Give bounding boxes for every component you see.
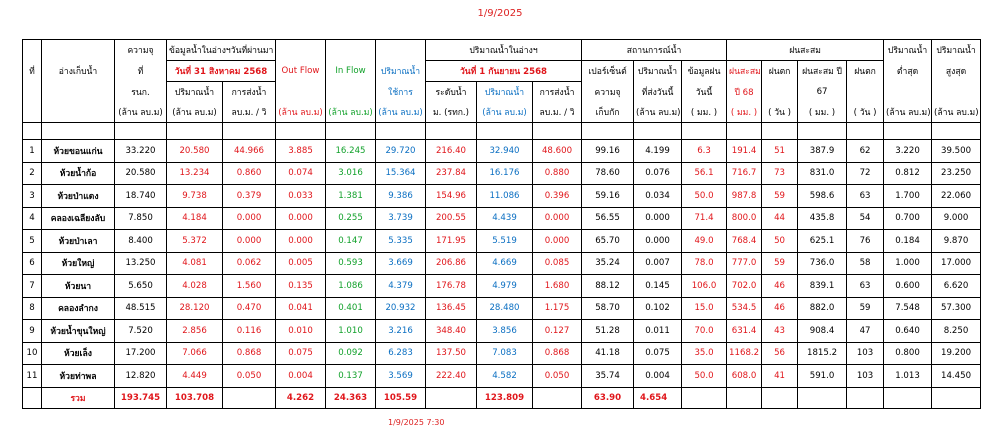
cell-usable: 5.335	[376, 230, 426, 253]
header-today-date: วันที่ 1 กันยายน 2568	[426, 61, 582, 82]
cell-min: 0.640	[884, 320, 932, 343]
cell-release: 0.050	[533, 365, 582, 388]
header-min-volume: ปริมาณน้ำ	[884, 40, 932, 61]
cell-days67: 63	[847, 185, 884, 208]
cell-outflow: 0.004	[276, 365, 326, 388]
cell-no: 10	[23, 342, 42, 365]
cell-y-release: 0.868	[223, 342, 276, 365]
cell-name: ห้วยป่าแดง	[42, 185, 115, 208]
cell-name: ห้วยเล็ง	[42, 342, 115, 365]
cell-name: คลองเฉลียงลับ	[42, 207, 115, 230]
cell-volume: 4.582	[477, 365, 533, 388]
cell-volume: 4.439	[477, 207, 533, 230]
cell-min: 3.220	[884, 140, 932, 163]
cell-rain68: 716.7	[727, 162, 762, 185]
cell-rain67: 387.9	[798, 140, 847, 163]
reservoir-table	[22, 39, 981, 409]
data-rows	[23, 140, 981, 388]
header-outflow: Out Flow	[276, 61, 326, 82]
cell-no: 11	[23, 365, 42, 388]
cell-percent: 58.70	[582, 297, 634, 320]
total-usable: 105.59	[376, 387, 426, 408]
cell-rain: 70.0	[682, 320, 727, 343]
cell-usable: 6.283	[376, 342, 426, 365]
cell-y-volume: 4.081	[167, 252, 223, 275]
cell-max: 22.060	[932, 185, 981, 208]
cell-usable: 9.386	[376, 185, 426, 208]
cell-days67: 76	[847, 230, 884, 253]
header-sent-today: ปริมาณน้ำ	[634, 61, 682, 82]
cell-y-volume: 28.120	[167, 297, 223, 320]
cell-name: ห้วยขอนแก่น	[42, 140, 115, 163]
total-percent: 63.90	[582, 387, 634, 408]
cell-outflow: 0.041	[276, 297, 326, 320]
cell-days67: 72	[847, 162, 884, 185]
cell-y-release: 44.966	[223, 140, 276, 163]
cell-outflow: 0.075	[276, 342, 326, 365]
cell-volume: 3.856	[477, 320, 533, 343]
cell-level: 137.50	[426, 342, 477, 365]
cell-usable: 3.216	[376, 320, 426, 343]
total-volume: 123.809	[477, 387, 533, 408]
cell-min: 0.600	[884, 275, 932, 298]
cell-min: 0.184	[884, 230, 932, 253]
report-date: 1/9/2025	[477, 8, 523, 19]
cell-capacity: 20.580	[115, 162, 167, 185]
cell-min: 0.800	[884, 342, 932, 365]
cell-rain67: 908.4	[798, 320, 847, 343]
totals-row	[23, 387, 981, 408]
header-today-group: ปริมาณน้ำในอ่างฯ	[426, 40, 582, 61]
cell-name: ห้วยใหญ่	[42, 252, 115, 275]
cell-outflow: 3.885	[276, 140, 326, 163]
cell-rain68: 702.0	[727, 275, 762, 298]
header-rain68: ฝนสะสม	[727, 61, 762, 82]
cell-no: 6	[23, 252, 42, 275]
table-row	[23, 342, 981, 365]
total-inflow: 24.363	[326, 387, 376, 408]
cell-rain: 15.0	[682, 297, 727, 320]
cell-rain67: 882.0	[798, 297, 847, 320]
cell-release: 0.880	[533, 162, 582, 185]
cell-percent: 41.18	[582, 342, 634, 365]
cell-days67: 103	[847, 365, 884, 388]
cell-capacity: 48.515	[115, 297, 167, 320]
cell-capacity: 8.400	[115, 230, 167, 253]
cell-level: 206.86	[426, 252, 477, 275]
cell-days67: 103	[847, 342, 884, 365]
cell-release: 0.085	[533, 252, 582, 275]
spacer-row	[23, 123, 981, 140]
cell-days68: 41	[762, 365, 798, 388]
cell-usable: 20.932	[376, 297, 426, 320]
cell-capacity: 12.820	[115, 365, 167, 388]
cell-inflow: 16.245	[326, 140, 376, 163]
cell-volume: 11.086	[477, 185, 533, 208]
cell-no: 7	[23, 275, 42, 298]
cell-rain: 71.4	[682, 207, 727, 230]
header-row-4: (ล้าน ลบ.ม) (ล้าน ลบ.ม) ลบ.ม. / วิ (ล้าน ลบ.ม) (ล้าน ลบ.ม) (ล้าน ลบ.ม) ม. (รทก.) (ล้าน ลบ.ม) ลบ.ม. / วิ เก็บกัก (ล้าน ลบ.ม) ( มม. ) ( มม. ) ( วัน ) ( มม. ) ( วัน ) (ล้าน ลบ.ม) (ล้าน ลบ.ม)	[23, 102, 981, 123]
cell-rain67: 625.1	[798, 230, 847, 253]
cell-rain68: 1168.2	[727, 342, 762, 365]
cell-release: 0.868	[533, 342, 582, 365]
cell-rain: 49.0	[682, 230, 727, 253]
cell-days68: 43	[762, 320, 798, 343]
table-row	[23, 185, 981, 208]
cell-percent: 56.55	[582, 207, 634, 230]
cell-release: 0.000	[533, 207, 582, 230]
cell-release: 48.600	[533, 140, 582, 163]
cell-y-release: 0.116	[223, 320, 276, 343]
total-sent: 4.654	[634, 387, 682, 408]
cell-y-release: 0.062	[223, 252, 276, 275]
cell-sent: 0.011	[634, 320, 682, 343]
cell-rain: 78.0	[682, 252, 727, 275]
cell-percent: 59.16	[582, 185, 634, 208]
cell-days68: 73	[762, 162, 798, 185]
cell-rain67: 435.8	[798, 207, 847, 230]
cell-rain68: 534.5	[727, 297, 762, 320]
cell-percent: 88.12	[582, 275, 634, 298]
cell-rain67: 1815.2	[798, 342, 847, 365]
cell-sent: 0.076	[634, 162, 682, 185]
header-yesterday-group: ข้อมูลน้ำในอ่างฯวันที่ผ่านมา	[167, 40, 276, 61]
cell-release: 1.680	[533, 275, 582, 298]
cell-no: 9	[23, 320, 42, 343]
cell-outflow: 0.000	[276, 230, 326, 253]
header-usable: ปริมาณน้ำ	[376, 61, 426, 82]
cell-rain67: 591.0	[798, 365, 847, 388]
cell-y-release: 0.470	[223, 297, 276, 320]
header-name: อ่างเก็บน้ำ	[42, 61, 115, 82]
header-rain67: ฝนสะสม ปี	[798, 61, 847, 82]
cell-sent: 0.034	[634, 185, 682, 208]
cell-days67: 47	[847, 320, 884, 343]
cell-percent: 99.16	[582, 140, 634, 163]
cell-capacity: 5.650	[115, 275, 167, 298]
cell-usable: 15.364	[376, 162, 426, 185]
cell-rain: 35.0	[682, 342, 727, 365]
cell-outflow: 0.033	[276, 185, 326, 208]
cell-level: 176.78	[426, 275, 477, 298]
cell-days68: 44	[762, 207, 798, 230]
cell-sent: 0.000	[634, 230, 682, 253]
cell-inflow: 0.255	[326, 207, 376, 230]
cell-inflow: 1.086	[326, 275, 376, 298]
cell-y-release: 0.379	[223, 185, 276, 208]
table-row	[23, 320, 981, 343]
header-capacity: ความจุ	[115, 40, 167, 61]
cell-level: 222.40	[426, 365, 477, 388]
cell-days68: 50	[762, 230, 798, 253]
table-row	[23, 140, 981, 163]
cell-volume: 7.083	[477, 342, 533, 365]
cell-capacity: 33.220	[115, 140, 167, 163]
cell-y-volume: 7.066	[167, 342, 223, 365]
cell-rain68: 631.4	[727, 320, 762, 343]
cell-capacity: 7.850	[115, 207, 167, 230]
cell-level: 171.95	[426, 230, 477, 253]
cell-rain67: 839.1	[798, 275, 847, 298]
cell-no: 3	[23, 185, 42, 208]
cell-name: คลองลำกง	[42, 297, 115, 320]
cell-days68: 51	[762, 140, 798, 163]
cell-no: 1	[23, 140, 42, 163]
table-row	[23, 252, 981, 275]
cell-volume: 5.519	[477, 230, 533, 253]
cell-capacity: 7.520	[115, 320, 167, 343]
cell-name: ห้วยน้ำก้อ	[42, 162, 115, 185]
cell-percent: 78.60	[582, 162, 634, 185]
cell-days67: 62	[847, 140, 884, 163]
cell-usable: 4.379	[376, 275, 426, 298]
cell-release: 0.396	[533, 185, 582, 208]
cell-level: 348.40	[426, 320, 477, 343]
cell-level: 154.96	[426, 185, 477, 208]
cell-min: 1.000	[884, 252, 932, 275]
header-percent: เปอร์เซ็นต์	[582, 61, 634, 82]
cell-outflow: 0.135	[276, 275, 326, 298]
cell-y-release: 1.560	[223, 275, 276, 298]
cell-rain68: 777.0	[727, 252, 762, 275]
cell-max: 6.620	[932, 275, 981, 298]
cell-y-volume: 9.738	[167, 185, 223, 208]
header-status-group: สถานการณ์น้ำ	[582, 40, 727, 61]
cell-y-volume: 20.580	[167, 140, 223, 163]
header-inflow: In Flow	[326, 61, 376, 82]
cell-max: 23.250	[932, 162, 981, 185]
cell-y-volume: 4.028	[167, 275, 223, 298]
header-max-volume: ปริมาณน้ำ	[932, 40, 981, 61]
cell-volume: 4.669	[477, 252, 533, 275]
cell-release: 0.127	[533, 320, 582, 343]
cell-rain68: 608.0	[727, 365, 762, 388]
cell-inflow: 0.593	[326, 252, 376, 275]
header-rain-days67: ฝนตก	[847, 61, 884, 82]
header-row-2: ที่ อ่างเก็บน้ำ ที่ วันที่ 31 สิงหาคม 2568 Out Flow In Flow ปริมาณน้ำ วันที่ 1 กันยายน 2568 เปอร์เซ็นต์ ปริมาณน้ำ ข้อมูลฝน ฝนสะสม ฝนตก ฝนสะสม ปี ฝนตก ต่ำสุด สูงสุด	[23, 61, 981, 82]
cell-name: ห้วยน้ำขุนใหญ่	[42, 320, 115, 343]
header-row-1	[23, 40, 981, 61]
cell-volume: 28.480	[477, 297, 533, 320]
totals-label: รวม	[42, 387, 115, 408]
cell-percent: 65.70	[582, 230, 634, 253]
cell-usable: 29.720	[376, 140, 426, 163]
cell-max: 57.300	[932, 297, 981, 320]
cell-name: ห้วยท่าพล	[42, 365, 115, 388]
cell-min: 0.700	[884, 207, 932, 230]
header-rain-today: ข้อมูลฝน	[682, 61, 727, 82]
cell-sent: 0.004	[634, 365, 682, 388]
cell-days68: 56	[762, 342, 798, 365]
cell-release: 1.175	[533, 297, 582, 320]
cell-y-volume: 2.856	[167, 320, 223, 343]
cell-max: 8.250	[932, 320, 981, 343]
total-capacity: 193.745	[115, 387, 167, 408]
cell-days68: 59	[762, 252, 798, 275]
cell-sent: 0.145	[634, 275, 682, 298]
cell-days68: 59	[762, 185, 798, 208]
cell-days67: 59	[847, 297, 884, 320]
cell-max: 14.450	[932, 365, 981, 388]
cell-days67: 63	[847, 275, 884, 298]
cell-inflow: 0.092	[326, 342, 376, 365]
cell-no: 5	[23, 230, 42, 253]
cell-volume: 32.940	[477, 140, 533, 163]
table-row	[23, 162, 981, 185]
table-row	[23, 297, 981, 320]
cell-rain: 50.0	[682, 365, 727, 388]
table-row	[23, 365, 981, 388]
cell-rain: 106.0	[682, 275, 727, 298]
header-rain-days68: ฝนตก	[762, 61, 798, 82]
cell-no: 4	[23, 207, 42, 230]
cell-y-volume: 13.234	[167, 162, 223, 185]
cell-usable: 3.669	[376, 252, 426, 275]
cell-sent: 0.075	[634, 342, 682, 365]
total-yesterday-volume: 103.708	[167, 387, 223, 408]
table-row	[23, 230, 981, 253]
cell-rain: 56.1	[682, 162, 727, 185]
cell-rain67: 831.0	[798, 162, 847, 185]
cell-percent: 51.28	[582, 320, 634, 343]
cell-inflow: 1.381	[326, 185, 376, 208]
cell-days67: 58	[847, 252, 884, 275]
report-timestamp: 1/9/2025 7:30	[388, 418, 445, 427]
cell-sent: 4.199	[634, 140, 682, 163]
cell-level: 237.84	[426, 162, 477, 185]
cell-days67: 54	[847, 207, 884, 230]
header-yesterday-date: วันที่ 31 สิงหาคม 2568	[167, 61, 276, 82]
cell-days68: 46	[762, 275, 798, 298]
cell-y-release: 0.050	[223, 365, 276, 388]
cell-capacity: 13.250	[115, 252, 167, 275]
cell-rain68: 768.4	[727, 230, 762, 253]
cell-y-release: 0.000	[223, 230, 276, 253]
header-row-3: รนก. ปริมาณน้ำ การส่งน้ำ ใช้การ ระดับน้ำ ปริมาณน้ำ การส่งน้ำ ความจุ ที่ส่งวันนี้ วันนี้ ปี 68 67	[23, 82, 981, 103]
cell-level: 136.45	[426, 297, 477, 320]
cell-y-volume: 4.184	[167, 207, 223, 230]
cell-max: 9.000	[932, 207, 981, 230]
cell-capacity: 17.200	[115, 342, 167, 365]
cell-no: 2	[23, 162, 42, 185]
cell-volume: 16.176	[477, 162, 533, 185]
cell-inflow: 0.147	[326, 230, 376, 253]
cell-max: 9.870	[932, 230, 981, 253]
header-cumulative-group: ฝนสะสม	[727, 40, 884, 61]
table-row	[23, 275, 981, 298]
cell-percent: 35.74	[582, 365, 634, 388]
cell-capacity: 18.740	[115, 185, 167, 208]
cell-percent: 35.24	[582, 252, 634, 275]
cell-days68: 46	[762, 297, 798, 320]
cell-sent: 0.102	[634, 297, 682, 320]
cell-no: 8	[23, 297, 42, 320]
cell-sent: 0.007	[634, 252, 682, 275]
cell-rain67: 598.6	[798, 185, 847, 208]
cell-min: 1.013	[884, 365, 932, 388]
cell-min: 0.812	[884, 162, 932, 185]
cell-name: ห้วยป่าเลา	[42, 230, 115, 253]
cell-volume: 4.979	[477, 275, 533, 298]
cell-outflow: 0.010	[276, 320, 326, 343]
cell-level: 216.40	[426, 140, 477, 163]
cell-name: ห้วยนา	[42, 275, 115, 298]
cell-max: 39.500	[932, 140, 981, 163]
cell-outflow: 0.074	[276, 162, 326, 185]
cell-usable: 3.569	[376, 365, 426, 388]
cell-rain68: 191.4	[727, 140, 762, 163]
header-no: ที่	[23, 61, 42, 82]
total-outflow: 4.262	[276, 387, 326, 408]
cell-rain: 50.0	[682, 185, 727, 208]
cell-inflow: 1.010	[326, 320, 376, 343]
cell-inflow: 0.137	[326, 365, 376, 388]
cell-min: 7.548	[884, 297, 932, 320]
cell-max: 17.000	[932, 252, 981, 275]
cell-outflow: 0.000	[276, 207, 326, 230]
cell-y-volume: 5.372	[167, 230, 223, 253]
cell-min: 1.700	[884, 185, 932, 208]
cell-rain67: 736.0	[798, 252, 847, 275]
cell-outflow: 0.005	[276, 252, 326, 275]
cell-y-release: 0.000	[223, 207, 276, 230]
table-row	[23, 207, 981, 230]
cell-release: 0.000	[533, 230, 582, 253]
cell-y-release: 0.860	[223, 162, 276, 185]
cell-rain68: 987.8	[727, 185, 762, 208]
cell-usable: 3.739	[376, 207, 426, 230]
cell-max: 19.200	[932, 342, 981, 365]
cell-level: 200.55	[426, 207, 477, 230]
cell-rain68: 800.0	[727, 207, 762, 230]
cell-inflow: 3.016	[326, 162, 376, 185]
cell-y-volume: 4.449	[167, 365, 223, 388]
cell-rain: 6.3	[682, 140, 727, 163]
cell-inflow: 0.401	[326, 297, 376, 320]
cell-sent: 0.000	[634, 207, 682, 230]
